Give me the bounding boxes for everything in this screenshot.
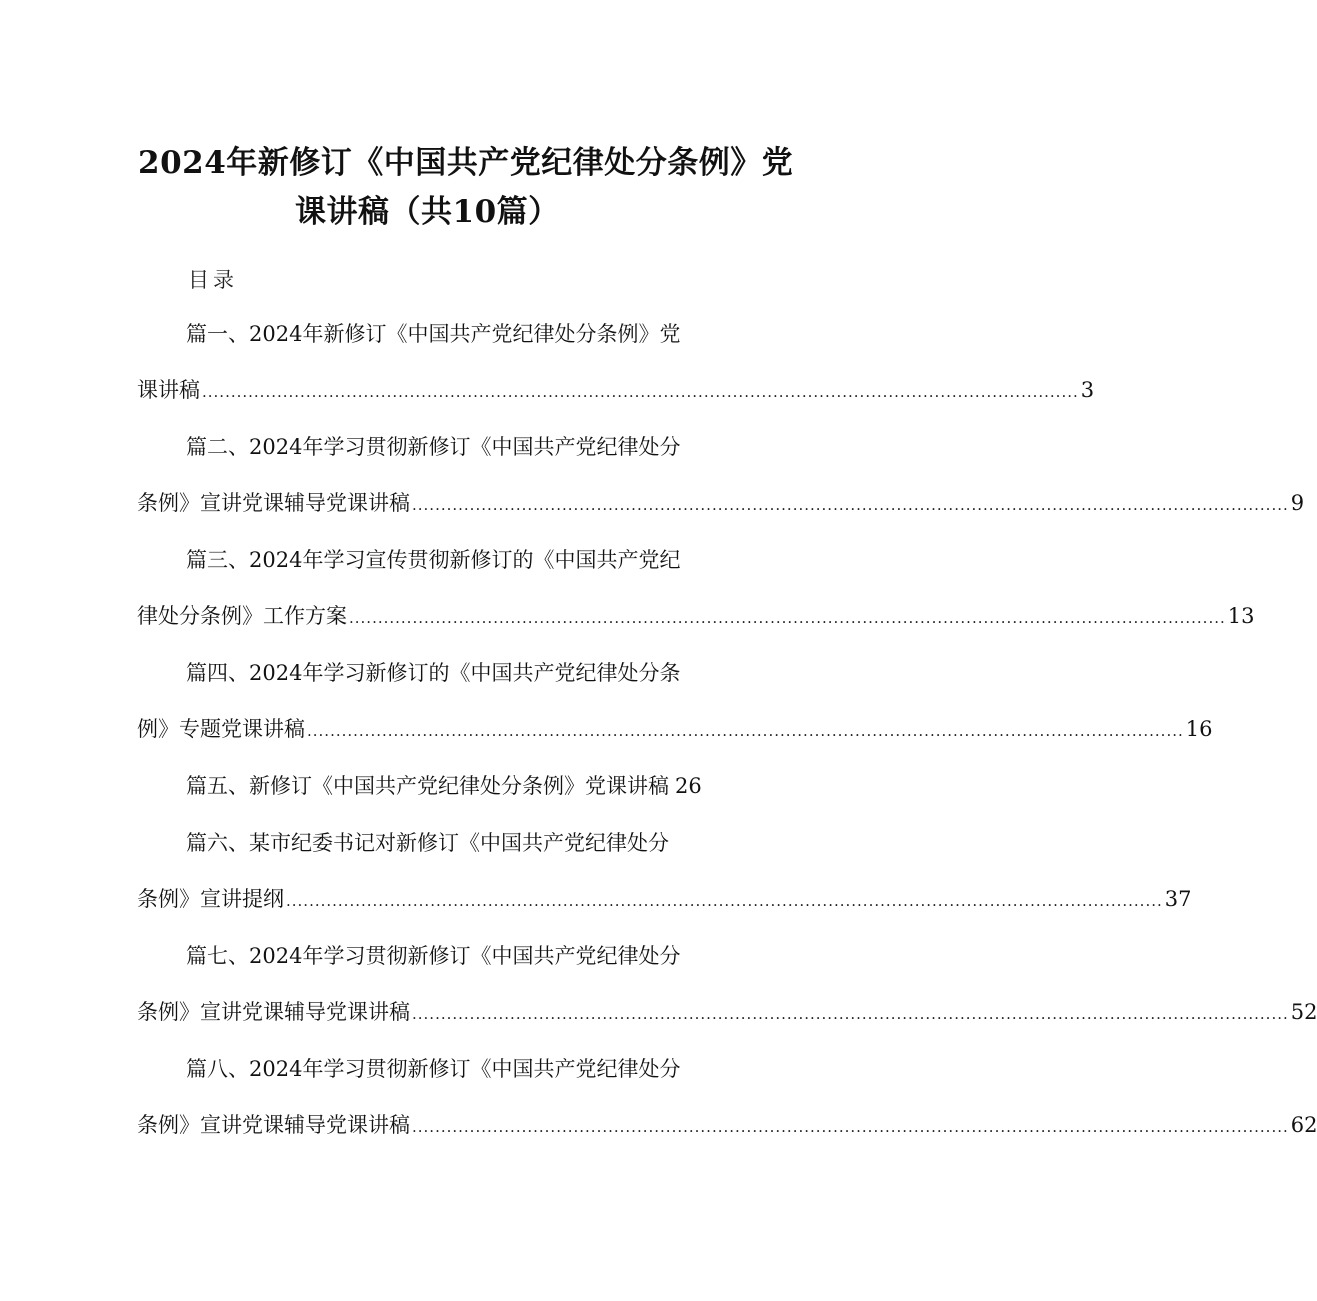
toc-entry-1-title: 篇一、2024年新修订《中国共产党纪律处分条例》党 [186, 322, 681, 346]
toc-entry-8[interactable] [137, 1111, 1317, 1141]
toc-entry-4-title-cont: 例》专题党课讲稿 [137, 717, 305, 741]
toc-entry-1-title-cont: 课讲稿 [137, 378, 200, 402]
toc-entry-6-page: 37 [1164, 887, 1192, 911]
toc-entry-8-page: 62 [1290, 1113, 1317, 1137]
toc-entry-7-page: 52 [1290, 1000, 1317, 1024]
toc-leader-dots: ........................................................................................................................................................ [412, 1118, 1289, 1136]
toc-entry-7-title-cont: 条例》宣讲党课辅导党课讲稿 [137, 1000, 410, 1024]
toc-entry-6-title-cont: 条例》宣讲提纲 [137, 887, 284, 911]
toc-entry-8-title: 篇八、2024年学习贯彻新修订《中国共产党纪律处分 [186, 1057, 681, 1081]
document-title-line-1: 2024年新修订《中国共产党纪律处分条例》党 [138, 145, 794, 181]
toc-entry-3-title: 篇三、2024年学习宣传贯彻新修订的《中国共产党纪 [186, 548, 681, 572]
toc-entry-3[interactable] [137, 602, 1255, 632]
toc-entry-5[interactable] [186, 772, 702, 800]
toc-entry-2[interactable] [137, 489, 1305, 519]
toc-entry-6[interactable] [137, 885, 1192, 915]
toc-entry-1-page: 3 [1080, 378, 1095, 402]
toc-leader-dots: ........................................................................................................................................................ [202, 383, 1079, 401]
toc-entry-6-title: 篇六、某市纪委书记对新修订《中国共产党纪律处分 [186, 831, 669, 855]
toc-leader-dots: ........................................................................................................................................................ [307, 722, 1184, 740]
toc-leader-dots: ........................................................................................................................................................ [412, 1005, 1289, 1023]
toc-entry-4-title: 篇四、2024年学习新修订的《中国共产党纪律处分条 [186, 661, 681, 685]
toc-leader-dots: ........................................................................................................................................................ [286, 892, 1163, 910]
toc-entry-2-title-cont: 条例》宣讲党课辅导党课讲稿 [137, 491, 410, 515]
document-title-line-2: 课讲稿（共10篇） [295, 194, 560, 230]
toc-entry-4-page: 16 [1185, 717, 1213, 741]
toc-heading: 目录 [188, 268, 238, 292]
toc-entry-1[interactable] [137, 376, 1095, 406]
toc-entry-2-title: 篇二、2024年学习贯彻新修订《中国共产党纪律处分 [186, 435, 681, 459]
toc-entry-7[interactable] [137, 998, 1317, 1028]
toc-entry-2-page: 9 [1290, 491, 1305, 515]
toc-entry-8-title-cont: 条例》宣讲党课辅导党课讲稿 [137, 1113, 410, 1137]
toc-entry-3-page: 13 [1227, 604, 1255, 628]
toc-entry-5-title: 篇五、新修订《中国共产党纪律处分条例》党课讲稿 [186, 774, 669, 798]
toc-entry-5-page: 26 [675, 774, 702, 798]
toc-entry-7-title: 篇七、2024年学习贯彻新修订《中国共产党纪律处分 [186, 944, 681, 968]
toc-leader-dots: ........................................................................................................................................................ [349, 609, 1226, 627]
toc-entry-3-title-cont: 律处分条例》工作方案 [137, 604, 347, 628]
toc-leader-dots: ........................................................................................................................................................ [412, 496, 1289, 514]
toc-entry-4[interactable] [137, 715, 1213, 745]
